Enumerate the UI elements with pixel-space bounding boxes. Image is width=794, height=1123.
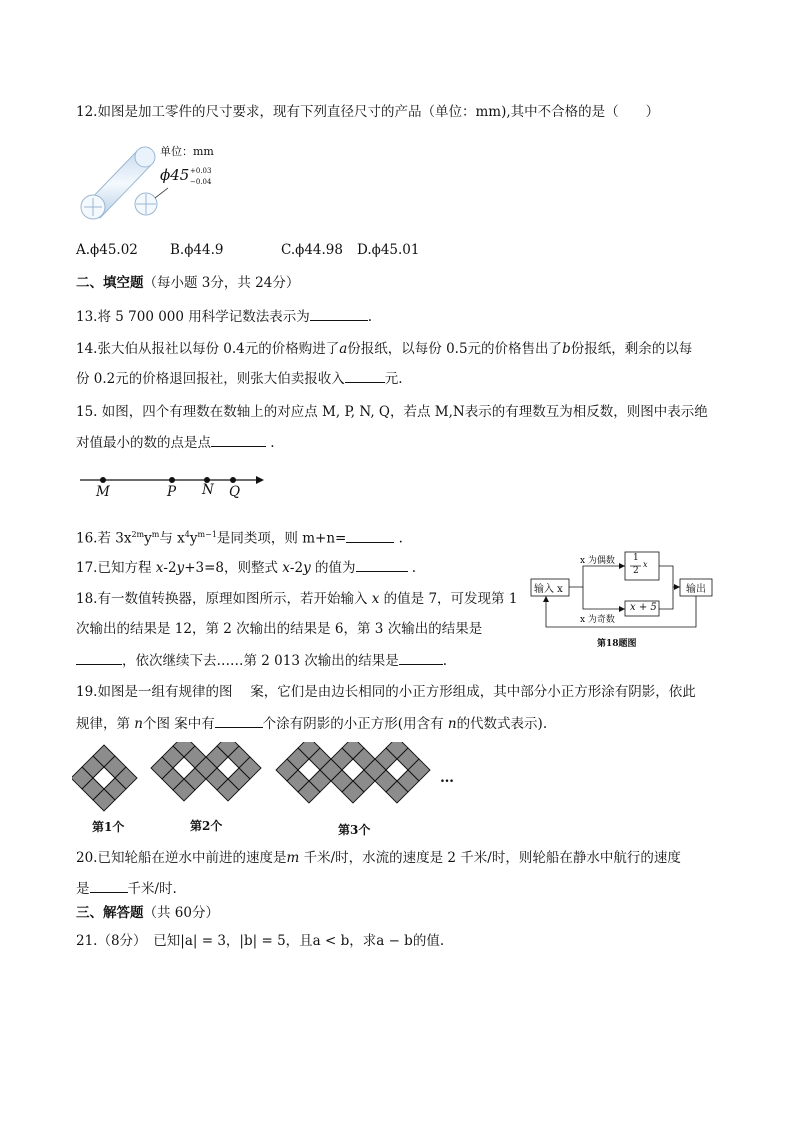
q14-var-b: b bbox=[562, 341, 571, 357]
figure-tol-lower: −0.04 bbox=[190, 178, 212, 186]
q17: 17.已知方程 x-2y+3=8，则整式 x-2y 的值为 . bbox=[76, 557, 416, 578]
q20-blank bbox=[90, 878, 128, 893]
converter-frac-num: 1 bbox=[633, 553, 639, 563]
point-label-n: N bbox=[202, 482, 214, 498]
q20-line2: 是 千米/时. bbox=[76, 878, 177, 899]
section2-note: （每小题 3分，共 24分） bbox=[143, 275, 300, 291]
converter-input-label: 输入 x bbox=[534, 584, 563, 595]
point-label-p: P bbox=[167, 484, 177, 500]
q19-line2: 规律，第 n个图 案中有 个涂有阴影的小正方形(用含有 n的代数式表示). bbox=[76, 713, 547, 734]
converter-frac-den: 2 bbox=[633, 566, 639, 576]
q19-line1: 19.如图是一组有规律的图 案，它们是由边长相同的小正方形组成，其中部分小正方形涂有阴影，依此 bbox=[76, 684, 696, 700]
q15-blank bbox=[211, 432, 266, 447]
figure-dimension bbox=[160, 166, 189, 184]
q12-option-a: A.ϕ45.02 bbox=[76, 242, 138, 258]
q15-line2 bbox=[76, 432, 275, 453]
q14-text-1b: 份报纸，以每份 0.5元的价格售出了 bbox=[347, 341, 563, 357]
q15-text: 对值最小的数的点是点 bbox=[76, 435, 211, 451]
q14-line1 bbox=[76, 339, 692, 359]
pattern-ellipsis: … bbox=[440, 770, 454, 786]
converter-caption: 第18题图 bbox=[597, 639, 637, 649]
section3-title: 三、解答题 bbox=[76, 905, 144, 921]
converter-output-label: 输出 bbox=[686, 584, 706, 595]
q14-text-2b: 元. bbox=[384, 371, 403, 387]
q14-text-1c: 份报纸，剩余的以每 bbox=[570, 341, 693, 357]
converter-even-label: x 为偶数 bbox=[580, 556, 615, 566]
converter-frac-x: x bbox=[643, 560, 648, 569]
q18-blank-1 bbox=[76, 650, 122, 665]
converter-odd-label: x 为奇数 bbox=[580, 615, 615, 625]
q14-var-a: a bbox=[339, 341, 348, 357]
q18-blank-2 bbox=[399, 650, 443, 665]
q18-line1: 18.有一数值转换器，原理如图所示，若开始输入 x 的值是 7，可发现第 1 bbox=[76, 591, 518, 607]
pattern-caption-1: 第1个 bbox=[92, 820, 125, 834]
q12-option-c: C.ϕ44.98 bbox=[281, 242, 343, 258]
q15-suffix: . bbox=[266, 435, 275, 451]
q12-option-b: B.ϕ44.9 bbox=[170, 242, 224, 258]
converter-plus-label: x + 5 bbox=[630, 602, 657, 613]
pattern-caption-2: 第2个 bbox=[190, 819, 223, 833]
section3-heading bbox=[76, 903, 219, 923]
q19-blank bbox=[215, 713, 263, 728]
q13-suffix: . bbox=[367, 309, 373, 325]
figure-tol-upper: +0.03 bbox=[190, 167, 212, 175]
q13-blank bbox=[310, 306, 368, 321]
figure-unit-label: 单位：mm bbox=[160, 145, 214, 158]
q18-line2: 次输出的结果是 12，第 2 次输出的结果是 6，第 3 次输出的结果是 bbox=[76, 621, 483, 637]
q14-text-2a: 份 0.2元的价格退回报社，则张大伯卖报收入 bbox=[76, 371, 345, 387]
q18-line3: ，依次继续下去……第 2 013 次输出的结果是 . bbox=[76, 650, 447, 671]
section2-title: 二、填空题 bbox=[76, 275, 144, 291]
point-label-q: Q bbox=[229, 484, 241, 500]
q12-text: 12.如图是加工零件的尺寸要求，现有下列直径尺寸的产品（单位：mm),其中不合格的是（ ） bbox=[76, 104, 660, 120]
q12-option-d: D.ϕ45.01 bbox=[357, 242, 420, 258]
point-label-m: M bbox=[96, 484, 110, 500]
q14-text-1a: 14.张大伯从报社以每份 0.4元的价格购进了 bbox=[76, 341, 340, 357]
q15-line1: 15. 如图，四个有理数在数轴上的对应点 M, P, N, Q，若点 M,N表示的有理数互为相反数，则图中表示绝 bbox=[76, 404, 708, 420]
q13-text: 13.将 5 700 000 用科学记数法表示为 bbox=[76, 309, 310, 325]
q21: 21.（8分） 已知|a| = 3，|b| = 5，且a < b，求a − b的值. bbox=[76, 933, 445, 949]
q14-blank bbox=[345, 368, 385, 383]
q20-line1: 20.已知轮船在逆水中前进的速度是m 千米/时，水流的速度是 2 千米/时，则轮船在静水中航行的速度 bbox=[76, 850, 681, 866]
pattern-caption-3: 第3个 bbox=[338, 823, 371, 837]
q16-blank bbox=[346, 528, 394, 543]
section2-heading bbox=[76, 273, 299, 293]
q13 bbox=[76, 306, 372, 327]
q16: 16.若 $3x^{2m}y^m$与 $x^4y^{m-1}$是同类项，则 m+n= . bbox=[76, 525, 403, 549]
section3-note: （共 60分） bbox=[143, 905, 219, 921]
q17-blank bbox=[356, 557, 408, 572]
figure-phi: ϕ45 bbox=[160, 166, 190, 184]
q14-line2 bbox=[76, 368, 403, 389]
pattern-figures bbox=[72, 742, 462, 814]
